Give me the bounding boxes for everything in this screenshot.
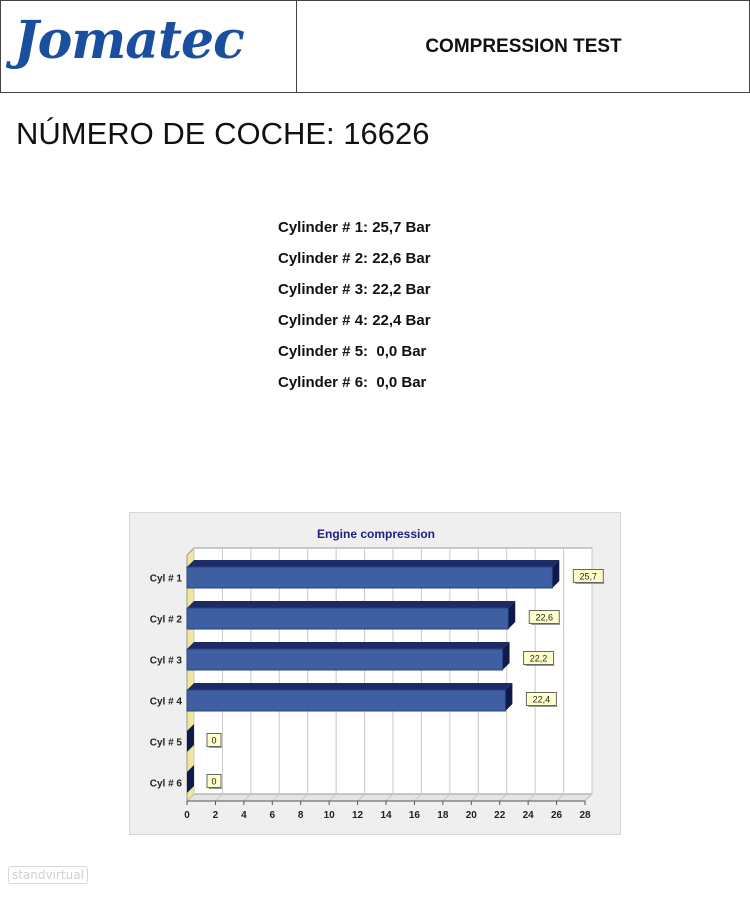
- data-label: 25,7: [579, 571, 598, 582]
- data-label: 22,4: [532, 694, 551, 705]
- car-number: NÚMERO DE COCHE: 16626: [16, 116, 430, 151]
- data-label: 0: [211, 735, 217, 746]
- report-header: [0, 0, 750, 93]
- x-tick-label: 28: [579, 810, 591, 821]
- x-tick-label: 20: [465, 810, 477, 821]
- x-tick-label: 10: [323, 810, 335, 821]
- logo-cell: [0, 0, 297, 93]
- category-label: Cyl # 3: [149, 655, 182, 667]
- result-line: Cylinder # 2: 22,6 Bar: [278, 250, 431, 267]
- x-tick-label: 0: [184, 810, 190, 821]
- data-label: 22,6: [535, 612, 554, 623]
- report-title: COMPRESSION TEST: [425, 35, 622, 57]
- bar-top-face: [187, 601, 515, 608]
- bar: [187, 608, 508, 629]
- x-tick-label: 16: [408, 810, 420, 821]
- data-label: 22,2: [529, 653, 548, 664]
- chart-title: Engine compression: [316, 527, 436, 541]
- bar: [187, 567, 552, 588]
- bar: [187, 649, 503, 670]
- category-label: Cyl # 6: [149, 778, 182, 790]
- category-label: Cyl # 4: [149, 696, 182, 708]
- engine-compression-chart: [129, 512, 621, 835]
- watermark: standvirtual: [8, 866, 88, 884]
- bar-top-face: [187, 683, 512, 690]
- result-line: Cylinder # 4: 22,4 Bar: [278, 312, 431, 329]
- data-label: 0: [211, 776, 217, 787]
- x-tick-label: 4: [241, 810, 247, 821]
- bar-top-face: [187, 642, 510, 649]
- bar-top-face: [187, 560, 559, 567]
- result-line: Cylinder # 3: 22,2 Bar: [278, 281, 431, 298]
- result-line: Cylinder # 1: 25,7 Bar: [278, 219, 431, 236]
- x-tick-label: 8: [297, 810, 304, 821]
- x-tick-label: 12: [352, 810, 364, 821]
- x-tick-label: 14: [380, 810, 392, 821]
- x-tick-label: 26: [551, 810, 563, 821]
- x-tick-label: 18: [437, 810, 449, 821]
- bar: [187, 690, 505, 711]
- x-tick-label: 22: [494, 810, 506, 821]
- x-tick-label: 24: [522, 810, 534, 821]
- result-line: Cylinder # 6: 0,0 Bar: [278, 374, 427, 391]
- cylinder-results: [278, 218, 431, 404]
- category-label: Cyl # 2: [149, 614, 182, 626]
- x-tick-label: 6: [269, 810, 276, 821]
- title-cell: [297, 0, 750, 93]
- chart-svg: [130, 513, 622, 836]
- x-tick-label: 2: [212, 810, 219, 821]
- category-label: Cyl # 5: [149, 737, 182, 749]
- result-line: Cylinder # 5: 0,0 Bar: [278, 343, 427, 360]
- category-label: Cyl # 1: [149, 573, 182, 585]
- jomatec-logo: Jomatec: [14, 10, 244, 71]
